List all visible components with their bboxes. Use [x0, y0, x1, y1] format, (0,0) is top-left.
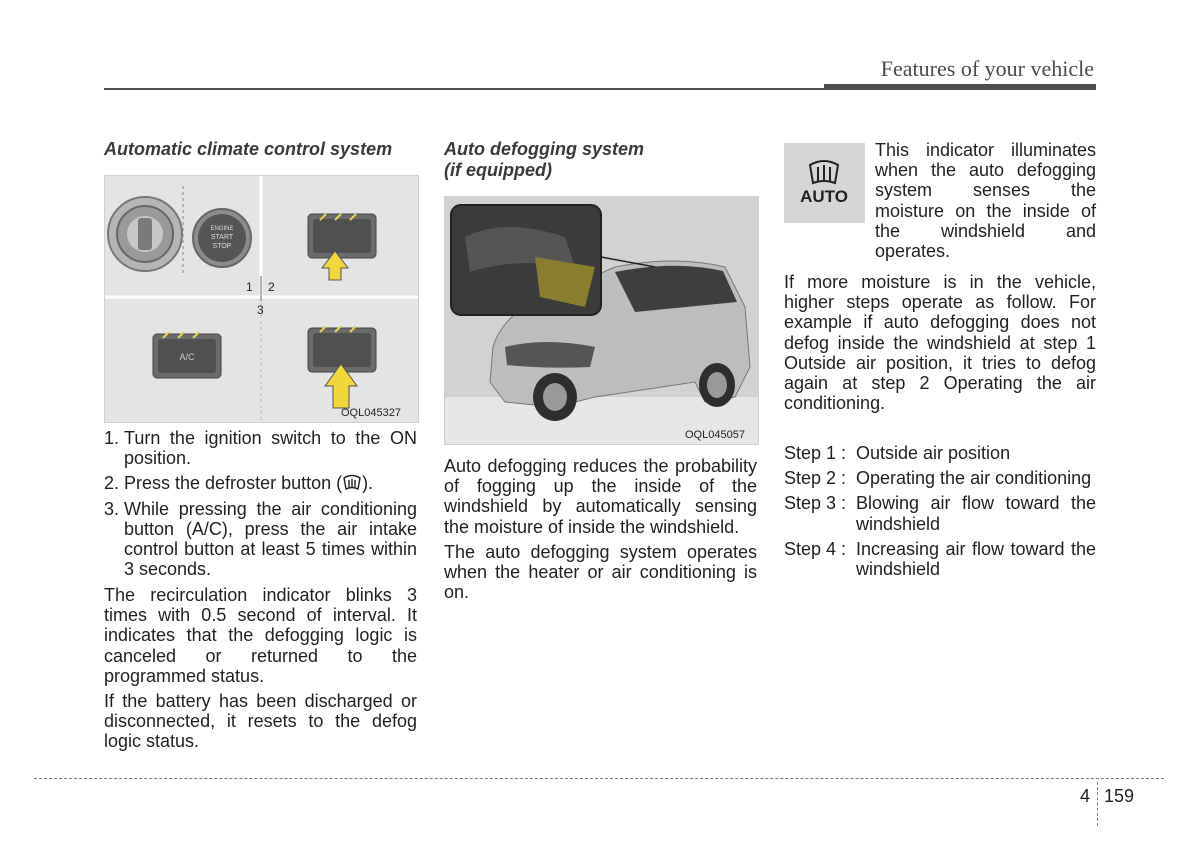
ac-button-icon: [153, 332, 221, 378]
step-label: Step 2 :: [784, 468, 847, 489]
auto-defog-heading-line1: Auto defogging system: [444, 139, 645, 159]
step-text: Outside air position: [856, 443, 1011, 463]
col1-paragraphs: [104, 585, 417, 757]
auto-defog-heading: [444, 139, 644, 181]
list-item-text: Turn the ignition switch to the ON position.: [124, 428, 417, 469]
list-item: [104, 428, 417, 468]
step-label: Step 3 :: [784, 493, 847, 514]
step-text: Increasing air flow toward the windshield: [856, 538, 1096, 580]
list-item-text: [124, 473, 417, 493]
figure-label-1: 1: [246, 280, 253, 294]
step-text: Operating the air conditioning: [856, 468, 1092, 489]
vehicle-figure: [444, 196, 759, 445]
list-item-number: 3.: [104, 498, 120, 519]
step-label: Step 1 :: [784, 443, 847, 463]
figure-code: OQL045057: [685, 429, 745, 441]
list-item: [784, 468, 1096, 488]
auto-defog-indicator-icon: [784, 143, 865, 223]
defroster-text-before: Press the defroster button (: [124, 473, 343, 494]
climate-steps-list: [104, 428, 417, 584]
footer-page-divider: [1097, 782, 1098, 826]
recirculation-paragraph: The recirculation indicator blinks 3 times with 0.5 second of interval. It indicates that the defogging logic is canceled or returned to the programmed status.: [104, 585, 417, 686]
start-button-text-3: STOP: [212, 243, 232, 250]
indicator-description: This indicator illuminates when the auto defogging system senses the moisture on the inside of the windshield and operates.: [875, 140, 1096, 262]
start-button-text-2: START: [210, 234, 234, 241]
col2-paragraphs: [444, 456, 757, 607]
climate-control-heading: Automatic climate control system: [104, 139, 393, 159]
list-item: [784, 443, 1096, 463]
list-item: [784, 493, 1096, 533]
start-button-text-1: ENGINE: [210, 226, 234, 232]
list-item: [104, 499, 417, 580]
list-item-number: 1.: [104, 428, 120, 448]
defroster-button-icon: [308, 214, 376, 258]
battery-paragraph: If the battery has been discharged or disconnected, it resets to the defog logic status.: [104, 691, 417, 752]
list-item-text: While pressing the air conditioning button (A/C), press the air intake control button at least 5 times within 3 seconds.: [124, 498, 417, 580]
list-item: [104, 473, 417, 493]
climate-control-illustration: [105, 176, 418, 422]
defog-steps-list: [784, 443, 1096, 584]
page-header-title: Features of your vehicle: [880, 56, 1094, 81]
start-stop-button-icon: [193, 209, 251, 267]
ac-button-label: A/C: [179, 352, 195, 362]
ignition-knob-icon: [108, 197, 182, 271]
header-rule: [104, 88, 824, 90]
figure-code: OQL045327: [341, 407, 401, 419]
auto-defog-indicator-graphic: [784, 143, 865, 223]
defroster-icon: [342, 474, 362, 492]
climate-control-figure: [104, 175, 419, 423]
step-label: Step 4 :: [784, 538, 847, 559]
figure-label-2: 2: [268, 280, 275, 294]
auto-defog-paragraph-2: The auto defogging system operates when the heater or air conditioning is on.: [444, 541, 757, 603]
auto-defog-heading-line2: (if equipped): [444, 160, 552, 180]
section-number: 4: [1080, 786, 1091, 806]
list-item: [784, 539, 1096, 579]
moisture-paragraph: If more moisture is in the vehicle, higher steps operate as follow. For example if auto defogging does not defog inside the windshield at step 1 Outside air position, it tries to defog again at step 2 Operating the air conditioning.: [784, 272, 1096, 414]
vehicle-illustration: [445, 197, 758, 444]
footer-divider: [34, 778, 1164, 779]
auto-defog-paragraph-1: Auto defogging reduces the probability of fogging up the inside of the windshield by automatically sensing the moisture of inside the windshield.: [444, 456, 757, 537]
list-item-number: 2.: [104, 473, 120, 494]
indicator-label: AUTO: [800, 187, 848, 206]
figure-label-3: 3: [257, 303, 264, 317]
header-rule-accent: [824, 84, 1096, 90]
step-text: Blowing air flow toward the windshield: [856, 493, 1096, 534]
page-number: 159: [1104, 786, 1135, 806]
defroster-text-after: ).: [362, 473, 374, 494]
